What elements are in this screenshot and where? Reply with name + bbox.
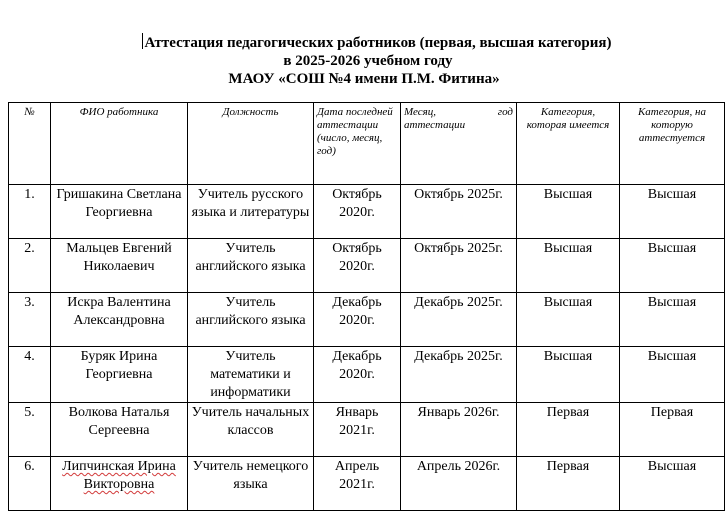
cell-num: 5. <box>9 403 51 457</box>
col-header-last-date: Дата последней аттестации (число, месяц, год) <box>314 103 401 185</box>
cell-last-date: Декабрь 2020г. <box>314 293 401 347</box>
title-line-1-text: Аттестация педагогических работников (первая, высшая категория) <box>144 35 612 51</box>
cell-num: 1. <box>9 185 51 239</box>
cell-last-date: Октябрь 2020г. <box>314 239 401 293</box>
cell-current-category: Высшая <box>517 347 620 403</box>
cell-position: Учитель немецкого языка <box>188 457 314 511</box>
cell-last-date: Январь 2021г. <box>314 403 401 457</box>
table-row <box>9 457 725 511</box>
cell-month-year: Октябрь 2025г. <box>401 239 517 293</box>
cell-month-year: Декабрь 2025г. <box>401 347 517 403</box>
cell-num: 4. <box>9 347 51 403</box>
cell-month-year: Январь 2026г. <box>401 403 517 457</box>
document-title <box>0 33 728 88</box>
attestation-table <box>8 102 725 511</box>
cell-target-category: Высшая <box>620 185 725 239</box>
table-row <box>9 403 725 457</box>
cell-current-category: Высшая <box>517 185 620 239</box>
table-row <box>9 239 725 293</box>
cell-position: Учитель английского языка <box>188 239 314 293</box>
title-line-3: МАОУ «СОШ №4 имени П.М. Фитина» <box>228 71 500 87</box>
cell-target-category: Высшая <box>620 457 725 511</box>
cell-name <box>51 457 188 511</box>
cell-current-category: Первая <box>517 403 620 457</box>
cell-month-year: Апрель 2026г. <box>401 457 517 511</box>
cell-month-year: Октябрь 2025г. <box>401 185 517 239</box>
table-row <box>9 293 725 347</box>
cell-last-date: Октябрь 2020г. <box>314 185 401 239</box>
cell-position: Учитель математики и информатики <box>188 347 314 403</box>
title-line-2: в 2025-2026 учебном году <box>283 53 453 69</box>
col-header-position: Должность <box>188 103 314 185</box>
cell-target-category: Высшая <box>620 239 725 293</box>
cell-position: Учитель английского языка <box>188 293 314 347</box>
cell-target-category: Высшая <box>620 347 725 403</box>
col-header-month-year: Месяц, год аттестации <box>401 103 517 185</box>
cell-num: 2. <box>9 239 51 293</box>
table-header-row <box>9 103 725 185</box>
cell-name: Волкова Наталья Сергеевна <box>51 403 188 457</box>
cell-name: Гришакина Светлана Георгиевна <box>51 185 188 239</box>
cell-last-date: Апрель 2021г. <box>314 457 401 511</box>
cell-position: Учитель русского языка и литературы <box>188 185 314 239</box>
cell-num: 3. <box>9 293 51 347</box>
cell-name: Буряк Ирина Георгиевна <box>51 347 188 403</box>
cell-name: Мальцев Евгений Николаевич <box>51 239 188 293</box>
col-header-target-category: Категория, на которую аттестуется <box>620 103 725 185</box>
cell-last-date: Декабрь 2020г. <box>314 347 401 403</box>
title-line-1 <box>0 33 728 52</box>
cell-name: Искра Валентина Александровна <box>51 293 188 347</box>
table-row <box>9 347 725 403</box>
cell-current-category: Высшая <box>517 239 620 293</box>
col-header-num: № <box>9 103 51 185</box>
cell-num: 6. <box>9 457 51 511</box>
cell-month-year: Декабрь 2025г. <box>401 293 517 347</box>
table-row <box>9 185 725 239</box>
col-header-name: ФИО работника <box>51 103 188 185</box>
spellcheck-flagged-name: Липчинская Ирина Викторовна <box>62 459 176 492</box>
cell-target-category: Высшая <box>620 293 725 347</box>
cell-current-category: Высшая <box>517 293 620 347</box>
col-header-current-category: Категория, которая имеется <box>517 103 620 185</box>
cell-current-category: Первая <box>517 457 620 511</box>
cell-target-category: Первая <box>620 403 725 457</box>
cell-position: Учитель начальных классов <box>188 403 314 457</box>
